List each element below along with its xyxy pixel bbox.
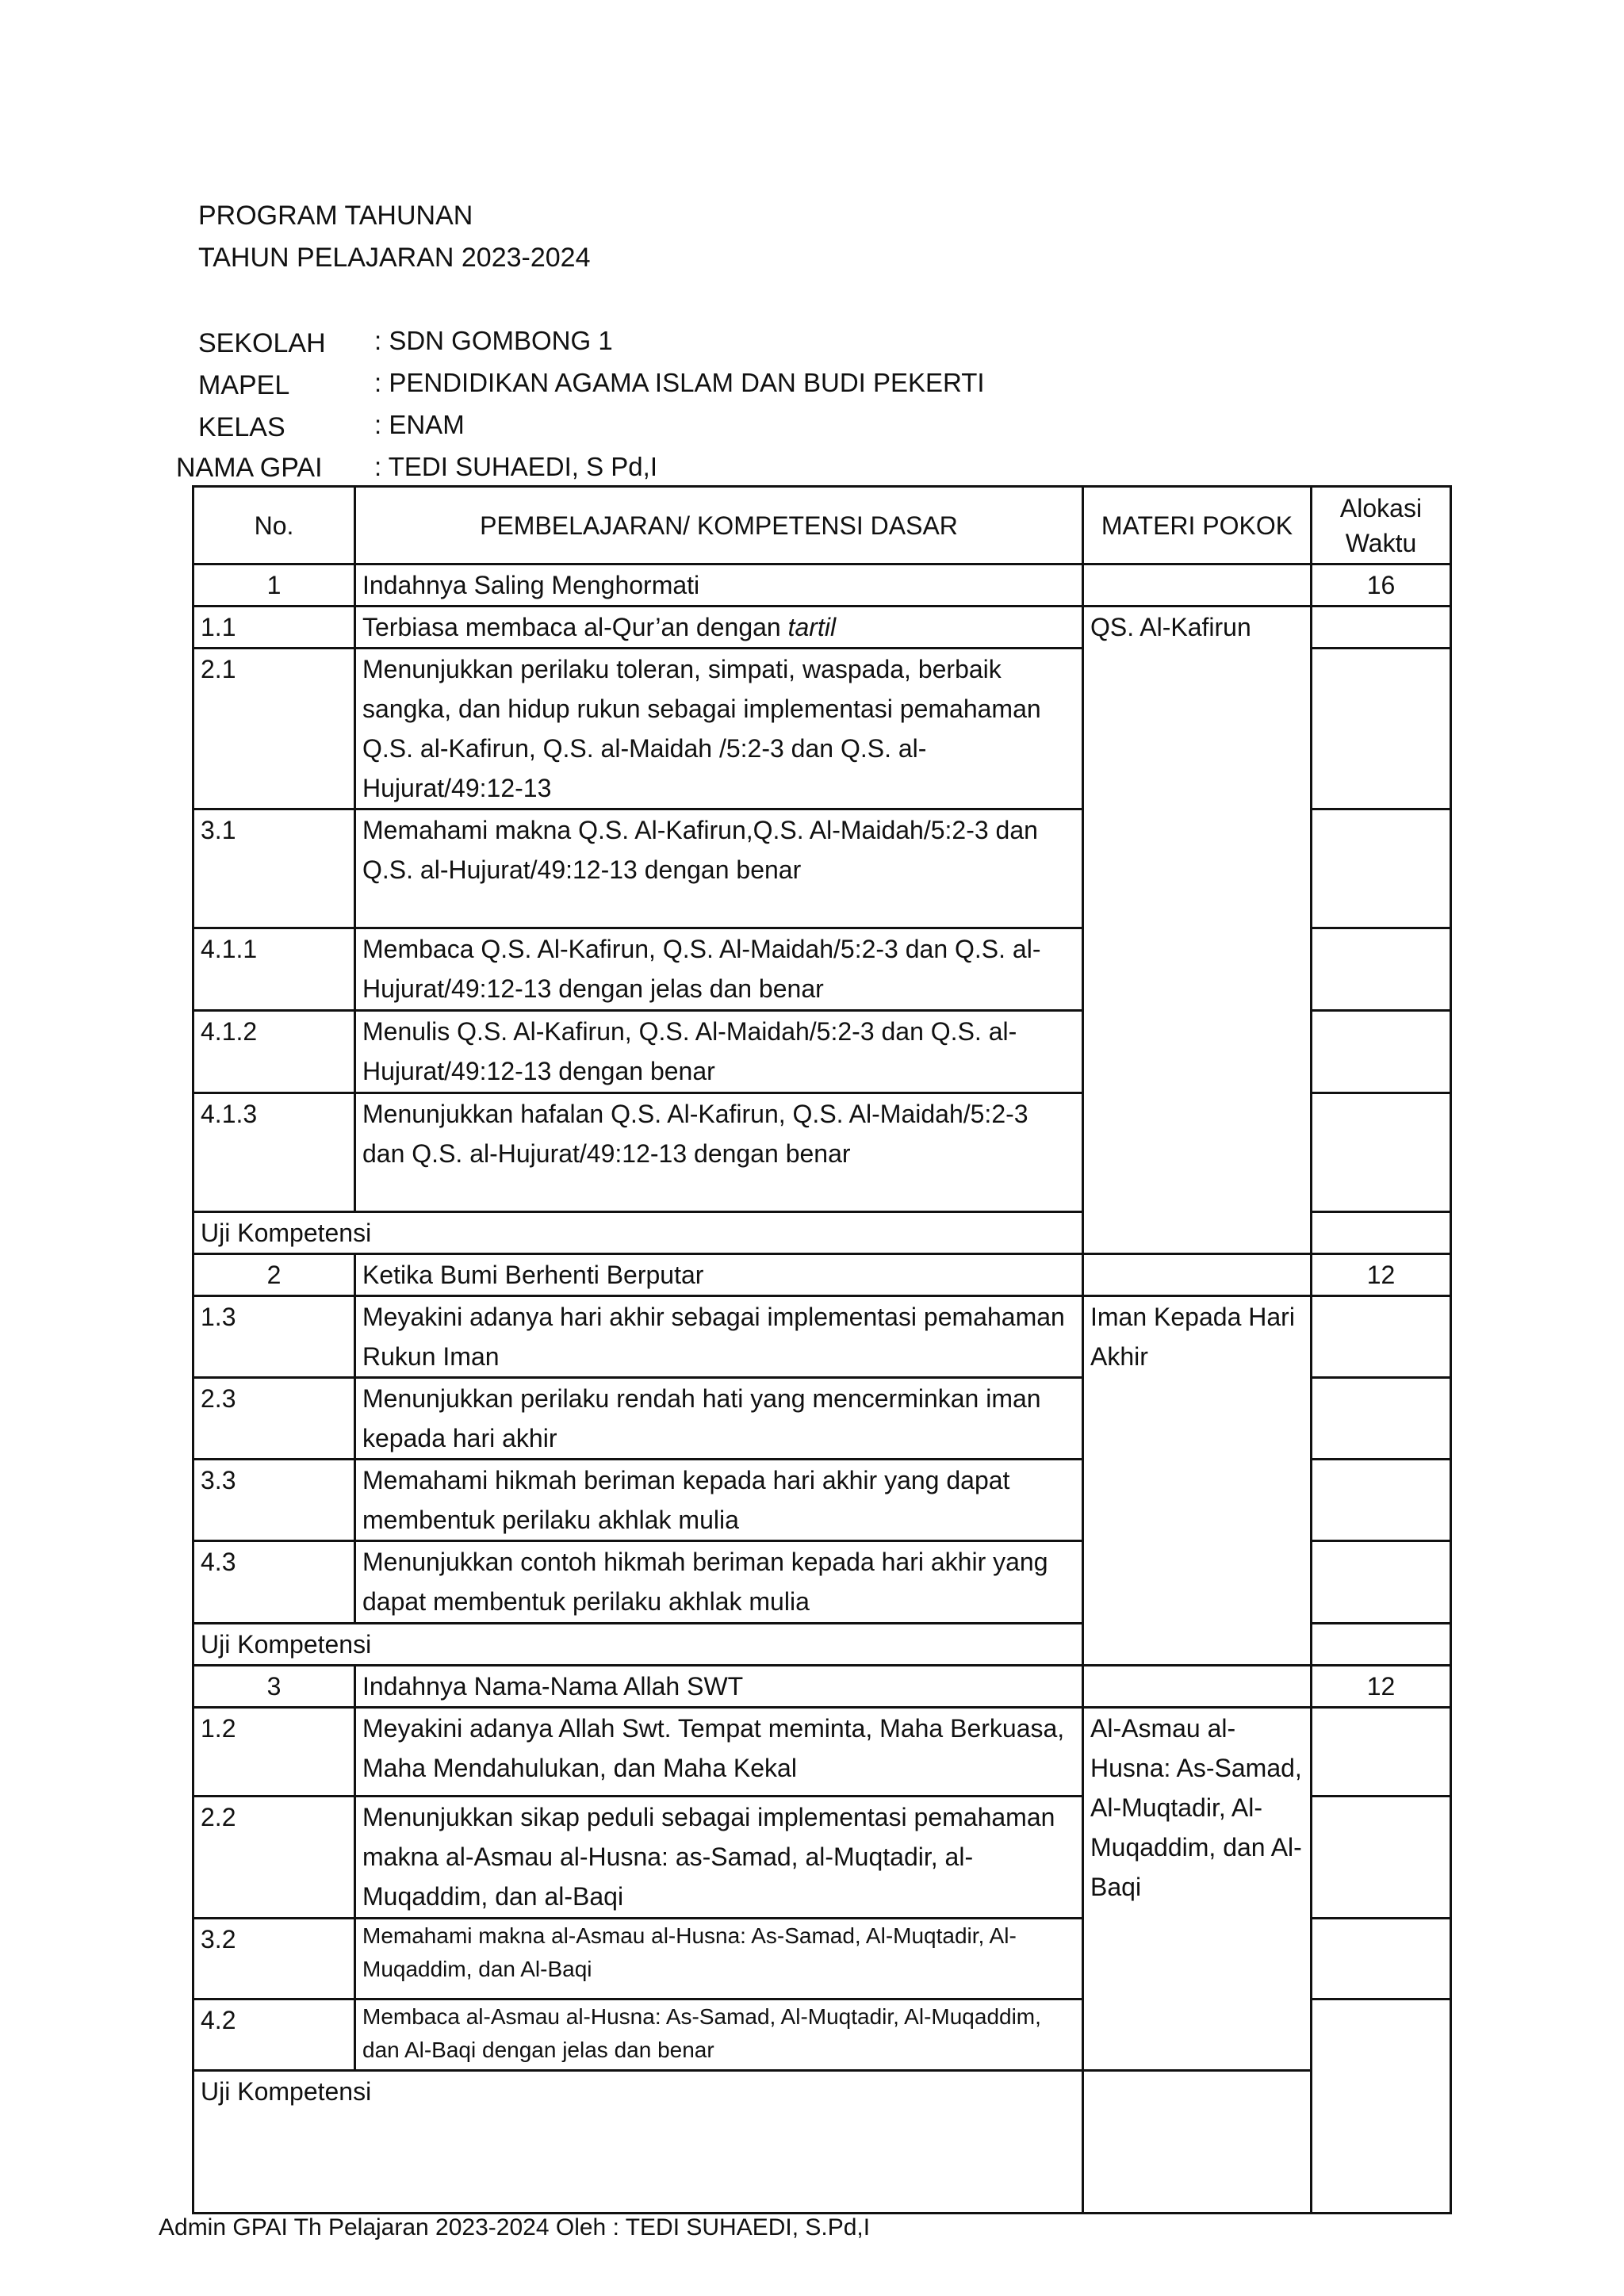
- kd-code: 4.1.2: [193, 1011, 355, 1093]
- unit-number: 1: [193, 564, 355, 607]
- kd-text: [355, 607, 1083, 649]
- unit-row: [193, 1254, 1451, 1296]
- unit-materi-empty: [1083, 1254, 1312, 1296]
- info-value-sekolah: : SDN GOMBONG 1: [374, 326, 613, 355]
- info-value-kelas: : ENAM: [374, 410, 465, 439]
- time-cell: [1312, 1460, 1451, 1541]
- unit-title: Ketika Bumi Berhenti Berputar: [355, 1254, 1083, 1296]
- uji-kompetensi-label: Uji Kompetensi: [193, 1212, 1083, 1254]
- time-cell: [1312, 1624, 1451, 1666]
- time-cell: [1312, 1919, 1451, 1999]
- unit-row: [193, 1666, 1451, 1708]
- time-cell: [1312, 607, 1451, 649]
- uji-kompetensi-row: [193, 2071, 1451, 2214]
- table-row: [193, 607, 1451, 649]
- time-cell: [1312, 1093, 1451, 1212]
- unit-materi-empty: [1083, 564, 1312, 607]
- header-alokasi-waktu: [1312, 487, 1451, 564]
- time-cell: [1312, 649, 1451, 809]
- info-label-sekolah: SEKOLAH: [198, 328, 326, 358]
- kd-code: 4.1.3: [193, 1093, 355, 1212]
- academic-year: TAHUN PELAJARAN 2023-2024: [198, 243, 591, 273]
- kd-code: 4.2: [193, 1999, 355, 2071]
- kd-text: Memahami makna al-Asmau al-Husna: As-Samad, Al-Muqtadir, Al-Muqaddim, dan Al-Baqi: [355, 1919, 1083, 1999]
- kd-text: Menunjukkan perilaku rendah hati yang mencerminkan iman kepada hari akhir: [355, 1378, 1083, 1460]
- kd-code: 2.3: [193, 1378, 355, 1460]
- time-cell: [1312, 1011, 1451, 1093]
- unit-title: Indahnya Saling Menghormati: [355, 564, 1083, 607]
- kd-text-emphasis: tartil: [787, 613, 837, 641]
- kd-text: Menulis Q.S. Al-Kafirun, Q.S. Al-Maidah/5:2-3 dan Q.S. al-Hujurat/49:12-13 dengan benar: [355, 1011, 1083, 1093]
- table-row: [193, 1296, 1451, 1378]
- time-cell: [1312, 1708, 1451, 1797]
- time-cell: [1312, 2071, 1451, 2214]
- materi-pokok-cell: Al-Asmau al-Husna: As-Samad, Al-Muqtadir, Al-Muqaddim, dan Al-Baqi: [1083, 1708, 1312, 2071]
- kd-text-main: Terbiasa membaca al-Qur’an dengan: [362, 613, 788, 641]
- time-cell: [1312, 1378, 1451, 1460]
- info-value-nama-gpai: : TEDI SUHAEDI, S Pd,I: [374, 452, 657, 481]
- header-no: No.: [193, 487, 355, 564]
- info-label-nama-gpai: NAMA GPAI: [176, 453, 323, 483]
- kd-text: Menunjukkan hafalan Q.S. Al-Kafirun, Q.S. Al-Maidah/5:2-3 dan Q.S. al-Hujurat/49:12-13 dengan benar: [355, 1093, 1083, 1212]
- kd-text: Meyakini adanya Allah Swt. Tempat meminta, Maha Berkuasa, Maha Mendahulukan, dan Maha Kekal: [355, 1708, 1083, 1797]
- info-value-mapel: : PENDIDIKAN AGAMA ISLAM DAN BUDI PEKERTI: [374, 368, 985, 397]
- uji-kompetensi-label: Uji Kompetensi: [193, 2071, 1083, 2214]
- info-label-mapel: MAPEL: [198, 370, 290, 400]
- kd-code: 3.3: [193, 1460, 355, 1541]
- kd-text: Membaca Q.S. Al-Kafirun, Q.S. Al-Maidah/5:2-3 dan Q.S. al-Hujurat/49:12-13 dengan jelas dan benar: [355, 928, 1083, 1011]
- table-header-row: [193, 487, 1451, 564]
- kd-text: Membaca al-Asmau al-Husna: As-Samad, Al-Muqtadir, Al-Muqaddim, dan Al-Baqi dengan jelas dan benar: [355, 1999, 1083, 2071]
- header-materi-pokok: MATERI POKOK: [1083, 487, 1312, 564]
- header-alokasi-line2: Waktu: [1345, 528, 1417, 557]
- kd-code: 4.3: [193, 1541, 355, 1624]
- unit-time: 12: [1312, 1666, 1451, 1708]
- kd-text: Meyakini adanya hari akhir sebagai implementasi pemahaman Rukun Iman: [355, 1296, 1083, 1378]
- unit-time: 12: [1312, 1254, 1451, 1296]
- header-kompetensi-dasar: PEMBELAJARAN/ KOMPETENSI DASAR: [355, 487, 1083, 564]
- table-row: [193, 1708, 1451, 1797]
- time-cell: [1312, 809, 1451, 928]
- kd-text: Menunjukkan perilaku toleran, simpati, waspada, berbaik sangka, dan hidup rukun sebagai implementasi pemahaman Q.S. al-Kafirun, Q.S. al-Maidah /5:2-3 dan Q.S. al- Hujurat/49:12-13: [355, 649, 1083, 809]
- unit-materi-empty: [1083, 1666, 1312, 1708]
- info-label-kelas: KELAS: [198, 412, 285, 442]
- unit-number: 2: [193, 1254, 355, 1296]
- kd-code: 1.2: [193, 1708, 355, 1797]
- kd-code: 1.1: [193, 607, 355, 649]
- document-title: PROGRAM TAHUNAN: [198, 201, 473, 231]
- unit-title: Indahnya Nama-Nama Allah SWT: [355, 1666, 1083, 1708]
- program-tahunan-table: [192, 485, 1452, 2214]
- kd-code: 2.1: [193, 649, 355, 809]
- kd-text: Menunjukkan sikap peduli sebagai implementasi pemahaman makna al-Asmau al-Husna: as-Samad, al-Muqtadir, al-Muqaddim, dan al-Baqi: [355, 1797, 1083, 1919]
- time-cell: [1312, 1797, 1451, 1919]
- unit-number: 3: [193, 1666, 355, 1708]
- page-footer: Admin GPAI Th Pelajaran 2023-2024 Oleh : TEDI SUHAEDI, S.Pd,I: [159, 2214, 871, 2241]
- kd-code: 3.1: [193, 809, 355, 928]
- time-cell: [1312, 1296, 1451, 1378]
- kd-code: 4.1.1: [193, 928, 355, 1011]
- time-cell: [1312, 1212, 1451, 1254]
- kd-text: Menunjukkan contoh hikmah beriman kepada hari akhir yang dapat membentuk perilaku akhlak mulia: [355, 1541, 1083, 1624]
- unit-time: 16: [1312, 564, 1451, 607]
- kd-code: 1.3: [193, 1296, 355, 1378]
- header-alokasi-line1: Alokasi: [1339, 493, 1423, 522]
- kd-text: Memahami hikmah beriman kepada hari akhir yang dapat membentuk perilaku akhlak mulia: [355, 1460, 1083, 1541]
- uji-kompetensi-label: Uji Kompetensi: [193, 1624, 1083, 1666]
- kd-code: 2.2: [193, 1797, 355, 1919]
- time-cell: [1312, 1999, 1451, 2071]
- time-cell: [1312, 928, 1451, 1011]
- materi-empty-cell: [1083, 2071, 1312, 2214]
- kd-text: Memahami makna Q.S. Al-Kafirun,Q.S. Al-Maidah/5:2-3 dan Q.S. al-Hujurat/49:12-13 dengan benar: [355, 809, 1083, 928]
- kd-code: 3.2: [193, 1919, 355, 1999]
- materi-pokok-cell: Iman Kepada Hari Akhir: [1083, 1296, 1312, 1666]
- materi-pokok-cell: QS. Al-Kafirun: [1083, 607, 1312, 1254]
- time-cell: [1312, 1541, 1451, 1624]
- unit-row: [193, 564, 1451, 607]
